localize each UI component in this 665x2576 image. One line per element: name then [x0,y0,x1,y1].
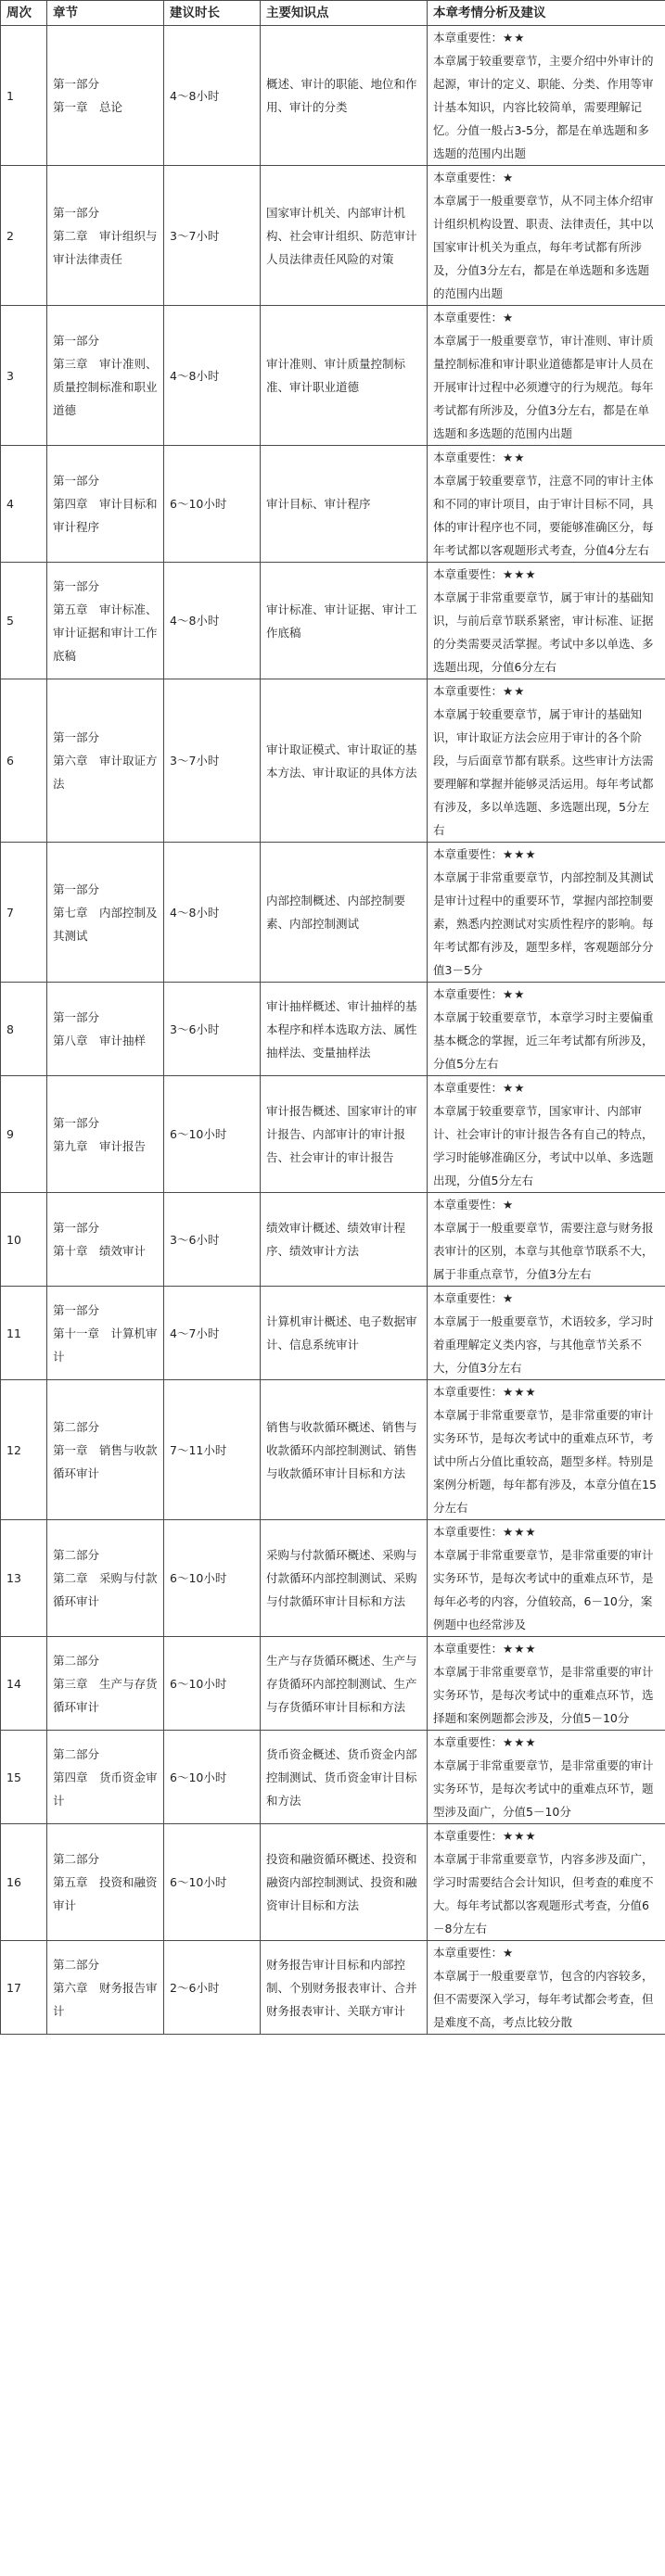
week-cell [1,1076,47,1193]
duration-value: 3～7小时 [170,228,220,243]
chapter-cell [47,1520,164,1637]
analysis-text: 本章属于非常重要章节，内容多涉及面广，学习时需要结合会计知识，但考查的难度不大。每年考试都以客观题形式考查，分值6－8分左右 [433,1852,654,1935]
importance-stars: ★★★ [503,1525,537,1539]
key-points-text: 销售与收款循环概述、销售与收款循环内部控制测试、销售与收款循环审计目标和方法 [266,1419,417,1480]
week-number: 1 [6,88,14,103]
duration-cell [164,1193,261,1287]
header-analysis: 本章考情分析及建议 [428,1,665,26]
week-number: 16 [6,1875,21,1889]
part-label: 第一部分 [53,578,100,593]
key-points-text: 投资和融资循环概述、投资和融资内部控制测试、投资和融资审计目标和方法 [266,1852,417,1912]
duration-cell [164,1380,261,1520]
analysis-cell [428,1287,665,1380]
analysis-text: 本章属于一般重要章节，审计准则、审计质量控制标准和审计职业道德都是审计人员在开展审计过程中必须遵守的行为规范。每年考试都有所涉及，分值3分左右，都是在单选题和多选题的范围内出题 [433,334,654,440]
importance-stars: ★ [503,311,515,324]
duration-value: 6～10小时 [170,1571,227,1585]
key-points-cell [261,26,428,166]
part-label: 第一部分 [53,730,100,744]
table-row [1,679,665,843]
chapter-title: 第三章 审计准则、质量控制标准和职业道德 [53,357,158,417]
importance-stars: ★ [503,1946,515,1960]
importance-stars: ★ [503,1291,515,1305]
part-label: 第一部分 [53,334,100,348]
chapter-title: 第三章 生产与存货循环审计 [53,1676,158,1714]
importance-stars: ★★★ [503,567,537,581]
table-row [1,1287,665,1380]
duration-cell [164,563,261,679]
key-points-cell [261,306,428,446]
chapter-cell [47,1824,164,1941]
importance-stars: ★★★ [503,847,537,861]
table-row [1,1520,665,1637]
chapter-title: 第二章 审计组织与审计法律责任 [53,228,158,266]
part-label: 第二部分 [53,1852,100,1866]
duration-value: 2～6小时 [170,1980,220,1995]
duration-value: 4～8小时 [170,905,220,920]
chapter-cell [47,983,164,1076]
duration-cell [164,306,261,446]
duration-cell [164,446,261,563]
importance-stars: ★★ [503,1081,526,1095]
chapter-title: 第四章 审计目标和审计程序 [53,497,158,534]
analysis-cell [428,1941,665,2035]
table-row [1,843,665,983]
duration-value: 3～7小时 [170,754,220,768]
week-cell [1,563,47,679]
duration-cell [164,1076,261,1193]
duration-value: 6～10小时 [170,1127,227,1141]
table-row [1,1731,665,1824]
analysis-cell [428,1824,665,1941]
key-points-text: 国家审计机关、内部审计机构、社会审计组织、防范审计人员法律责任风险的对策 [266,205,417,266]
week-cell [1,1731,47,1824]
week-cell [1,26,47,166]
chapter-title: 第六章 审计取证方法 [53,754,158,791]
analysis-cell [428,983,665,1076]
part-label: 第二部分 [53,1746,100,1761]
analysis-cell [428,26,665,166]
analysis-text: 本章属于较重要章节，主要介绍中外审计的起源，审计的定义、职能、分类、作用等审计基本知识，内容比较简单，需要理解记忆。分值一般占3-5分，都是在单选题和多选题的范围内出题 [433,54,654,160]
key-points-text: 审计报告概述、国家审计的审计报告、内部审计的审计报告、社会审计的审计报告 [266,1104,417,1164]
analysis-cell [428,1193,665,1287]
key-points-cell [261,843,428,983]
duration-cell [164,1287,261,1380]
importance-label: 本章重要性： [433,1642,504,1656]
table-row [1,1380,665,1520]
analysis-cell [428,1731,665,1824]
analysis-text: 本章属于非常重要章节，是非常重要的审计实务环节，是每次考试中的重难点环节，题型涉及面广，分值5－10分 [433,1758,654,1819]
week-cell [1,446,47,563]
part-label: 第二部分 [53,1957,100,1972]
analysis-cell [428,679,665,843]
analysis-cell [428,1520,665,1637]
analysis-cell [428,1380,665,1520]
importance-label: 本章重要性： [433,1829,504,1843]
duration-cell [164,843,261,983]
chapter-cell [47,1941,164,2035]
key-points-cell [261,1380,428,1520]
chapter-title: 第九章 审计报告 [53,1138,147,1153]
key-points-cell [261,1193,428,1287]
week-number: 7 [6,905,14,920]
week-cell [1,679,47,843]
header-key-points: 主要知识点 [261,1,428,26]
week-number: 6 [6,754,14,768]
duration-cell [164,26,261,166]
week-number: 11 [6,1326,21,1340]
week-cell [1,983,47,1076]
chapter-cell [47,166,164,306]
week-number: 4 [6,497,14,511]
analysis-cell [428,306,665,446]
importance-stars: ★★ [503,987,526,1001]
part-label: 第一部分 [53,1115,100,1130]
duration-value: 7～11小时 [170,1442,227,1457]
table-row [1,1824,665,1941]
key-points-text: 审计准则、审计质量控制标准、审计职业道德 [266,357,406,394]
importance-label: 本章重要性： [433,1198,504,1212]
duration-cell [164,1731,261,1824]
part-label: 第二部分 [53,1419,100,1434]
key-points-cell [261,1637,428,1731]
duration-value: 3～6小时 [170,1232,220,1247]
part-label: 第一部分 [53,77,100,91]
week-cell [1,306,47,446]
analysis-text: 本章属于非常重要章节，属于审计的基础知识，与前后章节联系紧密，审计标准、证据的分类需要灵活掌握。考试中多以单选、多选题出现，分值6分左右 [433,590,654,674]
week-number: 3 [6,368,14,383]
week-number: 12 [6,1442,21,1457]
week-cell [1,1287,47,1380]
table-header-row [1,1,665,26]
table-row [1,26,665,166]
importance-label: 本章重要性： [433,311,504,324]
header-duration: 建议时长 [164,1,261,26]
importance-label: 本章重要性： [433,450,504,464]
key-points-cell [261,166,428,306]
analysis-text: 本章属于较重要章节，国家审计、内部审计、社会审计的审计报告各有自己的特点，学习时能够准确区分，考试中以单、多选题出现，分值5分左右 [433,1104,654,1187]
chapter-title: 第五章 审计标准、审计证据和审计工作底稿 [53,602,158,663]
key-points-text: 计算机审计概述、电子数据审计、信息系统审计 [266,1314,417,1351]
week-number: 9 [6,1127,14,1141]
chapter-title: 第七章 内部控制及其测试 [53,905,158,943]
part-label: 第一部分 [53,1302,100,1317]
analysis-text: 本章属于一般重要章节，术语较多，学习时着重理解定义类内容，与其他章节关系不大，分值3分左右 [433,1314,654,1375]
week-cell [1,1637,47,1731]
chapter-title: 第四章 货币资金审计 [53,1770,158,1808]
key-points-text: 审计目标、审计程序 [266,497,371,511]
importance-label: 本章重要性： [433,1525,504,1539]
duration-value: 6～10小时 [170,1676,227,1691]
importance-label: 本章重要性： [433,684,504,698]
week-cell [1,1824,47,1941]
importance-label: 本章重要性： [433,567,504,581]
week-number: 17 [6,1980,21,1995]
chapter-cell [47,306,164,446]
analysis-text: 本章属于较重要章节，本章学习时主要偏重基本概念的掌握，近三年考试都有所涉及，分值5分左右 [433,1010,654,1071]
importance-label: 本章重要性： [433,1735,504,1749]
key-points-text: 概述、审计的职能、地位和作用、审计的分类 [266,77,417,114]
key-points-text: 财务报告审计目标和内部控制、个别财务报表审计、合并财务报表审计、关联方审计 [266,1957,417,2018]
duration-value: 6～10小时 [170,497,227,511]
week-number: 8 [6,1022,14,1036]
importance-label: 本章重要性： [433,1385,504,1399]
key-points-cell [261,983,428,1076]
duration-value: 4～8小时 [170,614,220,628]
week-cell [1,1520,47,1637]
table-row [1,1637,665,1731]
table-row [1,563,665,679]
week-number: 10 [6,1232,21,1247]
header-chapter: 章节 [47,1,164,26]
analysis-text: 本章属于较重要章节，注意不同的审计主体和不同的审计项目，由于审计目标不同，具体的审计程序也不同，要能够准确区分，每年考试都以客观题形式考查，分值4分左右 [433,474,654,557]
analysis-cell [428,1637,665,1731]
importance-stars: ★ [503,1198,515,1212]
importance-label: 本章重要性： [433,1946,504,1960]
importance-stars: ★★★ [503,1829,537,1843]
key-points-cell [261,1731,428,1824]
key-points-cell [261,1941,428,2035]
chapter-title: 第十一章 计算机审计 [53,1326,158,1364]
analysis-text: 本章属于较重要章节，属于审计的基础知识，审计取证方法会应用于审计的各个阶段，与后面章节都有联系。这些审计方法需要理解和掌握并能够灵活运用。每年考试都有涉及，多以单选题、多选题出现，5分左右 [433,707,654,837]
part-label: 第一部分 [53,474,100,488]
key-points-text: 采购与付款循环概述、采购与付款循环内部控制测试、采购与付款循环审计目标和方法 [266,1548,417,1608]
importance-label: 本章重要性： [433,1081,504,1095]
chapter-title: 第八章 审计抽样 [53,1034,147,1047]
week-cell [1,166,47,306]
key-points-cell [261,1520,428,1637]
importance-stars: ★★★ [503,1385,537,1399]
chapter-cell [47,563,164,679]
week-number: 13 [6,1571,21,1585]
key-points-text: 审计取证模式、审计取证的基本方法、审计取证的具体方法 [266,742,417,780]
chapter-title: 第二章 采购与付款循环审计 [53,1571,158,1608]
part-label: 第一部分 [53,1010,100,1024]
week-number: 5 [6,614,14,628]
key-points-cell [261,563,428,679]
duration-cell [164,1520,261,1637]
key-points-text: 内部控制概述、内部控制要素、内部控制测试 [266,894,406,931]
key-points-cell [261,1076,428,1193]
key-points-cell [261,679,428,843]
part-label: 第二部分 [53,1653,100,1668]
analysis-cell [428,1076,665,1193]
duration-cell [164,679,261,843]
key-points-text: 生产与存货循环概述、生产与存货循环内部控制测试、生产与存货循环审计目标和方法 [266,1653,417,1714]
week-number: 2 [6,228,14,243]
table-row [1,1076,665,1193]
table-row [1,166,665,306]
table-row [1,1941,665,2035]
duration-cell [164,1637,261,1731]
table-row [1,306,665,446]
analysis-cell [428,166,665,306]
analysis-cell [428,563,665,679]
chapter-cell [47,843,164,983]
key-points-text: 审计标准、审计证据、审计工作底稿 [266,602,417,640]
analysis-text: 本章属于非常重要章节，是非常重要的审计实务环节，是每次考试中的重难点环节，选择题和案例题都会涉及，分值5－10分 [433,1665,654,1725]
week-cell [1,1193,47,1287]
chapter-title: 第十章 绩效审计 [53,1244,147,1258]
duration-value: 4～8小时 [170,88,220,103]
part-label: 第一部分 [53,205,100,220]
duration-cell [164,1941,261,2035]
chapter-cell [47,1193,164,1287]
importance-stars: ★★★ [503,1735,537,1749]
key-points-cell [261,1824,428,1941]
chapter-cell [47,679,164,843]
importance-label: 本章重要性： [433,171,504,184]
chapter-cell [47,1076,164,1193]
duration-value: 4～8小时 [170,368,220,383]
importance-label: 本章重要性： [433,987,504,1001]
importance-label: 本章重要性： [433,31,504,44]
week-cell [1,1941,47,2035]
key-points-cell [261,1287,428,1380]
duration-cell [164,1824,261,1941]
analysis-text: 本章属于非常重要章节，是非常重要的审计实务环节，是每次考试中的重难点环节，考试中所占分值比重较高，题型多样。特别是案例分析题，每年都有涉及，本章分值在15分左右 [433,1408,657,1515]
chapter-cell [47,1731,164,1824]
key-points-text: 货币资金概述、货币资金内部控制测试、货币资金审计目标和方法 [266,1746,417,1808]
importance-label: 本章重要性： [433,847,504,861]
analysis-cell [428,446,665,563]
chapter-cell [47,1380,164,1520]
analysis-text: 本章属于非常重要章节，是非常重要的审计实务环节，是每次考试中的重难点环节，是每年必考的内容，分值较高，6－10分，案例题中也经常涉及 [433,1548,654,1631]
table-row [1,983,665,1076]
duration-cell [164,983,261,1076]
table-row [1,1193,665,1287]
duration-cell [164,166,261,306]
duration-value: 6～10小时 [170,1875,227,1889]
table-row [1,446,665,563]
importance-stars: ★★★ [503,1642,537,1656]
chapter-cell [47,446,164,563]
importance-stars: ★ [503,171,515,184]
analysis-text: 本章属于一般重要章节，需要注意与财务报表审计的区别，本章与其他章节联系不大，属于非重点章节，分值3分左右 [433,1221,654,1281]
part-label: 第二部分 [53,1548,100,1562]
part-label: 第一部分 [53,1221,100,1235]
analysis-text: 本章属于非常重要章节，内部控制及其测试是审计过程中的重要环节，掌握内部控制要素，熟悉内控测试对实质性程序的影响。每年考试都有涉及，题型多样，客观题部分分值3－5分 [433,870,654,977]
importance-stars: ★★ [503,450,526,464]
chapter-cell [47,26,164,166]
importance-stars: ★★ [503,31,526,44]
week-cell [1,1380,47,1520]
analysis-cell [428,843,665,983]
importance-stars: ★★ [503,684,526,698]
week-cell [1,843,47,983]
duration-value: 6～10小时 [170,1770,227,1784]
week-number: 15 [6,1770,21,1784]
part-label: 第一部分 [53,882,100,896]
importance-label: 本章重要性： [433,1291,504,1305]
key-points-cell [261,446,428,563]
key-points-text: 绩效审计概述、绩效审计程序、绩效审计方法 [266,1221,406,1258]
chapter-title: 第五章 投资和融资审计 [53,1875,158,1912]
analysis-text: 本章属于一般重要章节，从不同主体介绍审计组织机构设置、职责、法律责任，其中以国家审计机关为重点，每年考试都有所涉及，分值3分左右，都是在单选题和多选题的范围内出题 [433,194,654,300]
key-points-text: 审计抽样概述、审计抽样的基本程序和样本选取方法、属性抽样法、变量抽样法 [266,998,417,1060]
duration-value: 4～7小时 [170,1326,220,1340]
chapter-cell [47,1637,164,1731]
chapter-title: 第一章 总论 [53,100,123,114]
chapter-title: 第六章 财务报告审计 [53,1980,158,2018]
chapter-cell [47,1287,164,1380]
analysis-text: 本章属于一般重要章节，包含的内容较多，但不需要深入学习，每年考试都会考查，但是难度不高，考点比较分散 [433,1969,654,2029]
week-number: 14 [6,1676,21,1691]
header-week: 周次 [1,1,47,26]
duration-value: 3～6小时 [170,1022,220,1036]
chapter-title: 第一章 销售与收款循环审计 [53,1442,158,1480]
